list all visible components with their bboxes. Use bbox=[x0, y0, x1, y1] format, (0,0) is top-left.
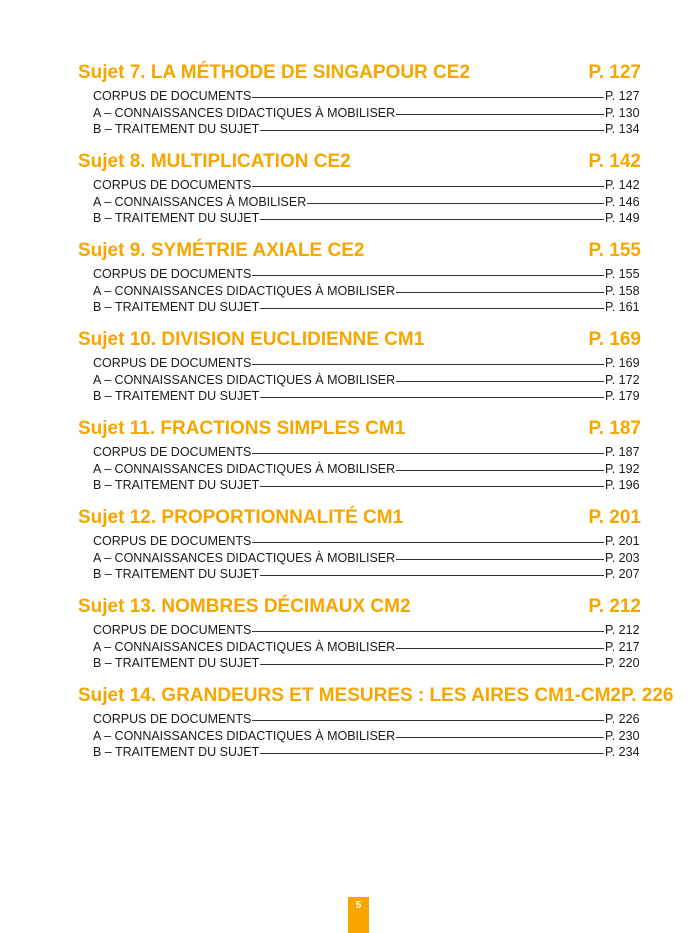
entry-label: CORPUS DE DOCUMENTS bbox=[93, 712, 252, 726]
entry-label: A – CONNAISSANCES DIDACTIQUES À MOBILISER bbox=[93, 283, 396, 298]
section-title: Sujet 13. NOMBRES DÉCIMAUX CM2 bbox=[78, 596, 411, 617]
leader-line bbox=[260, 130, 604, 131]
toc-entry[interactable] bbox=[93, 194, 641, 211]
entry-label: B – TRAITEMENT DU SUJET bbox=[93, 389, 260, 403]
toc-entry[interactable] bbox=[93, 210, 641, 227]
toc-entry[interactable] bbox=[93, 388, 641, 405]
entry-page-number: P. 134 bbox=[605, 122, 640, 136]
entry-label: CORPUS DE DOCUMENTS bbox=[93, 178, 252, 192]
toc-section bbox=[78, 236, 641, 325]
entry-label: A – CONNAISSANCES DIDACTIQUES À MOBILISER bbox=[93, 461, 396, 476]
leader-line bbox=[260, 219, 604, 220]
section-page-number: P. 201 bbox=[588, 507, 641, 528]
entry-page-number: P. 146 bbox=[605, 194, 640, 209]
leader-line bbox=[252, 542, 604, 543]
entry-page-number: P. 207 bbox=[605, 567, 640, 581]
entry-page-number: P. 179 bbox=[605, 389, 640, 403]
entry-label: CORPUS DE DOCUMENTS bbox=[93, 356, 252, 370]
toc-entry[interactable] bbox=[93, 655, 641, 672]
section-page-number: P. 212 bbox=[588, 596, 641, 617]
entry-page-number: P. 172 bbox=[605, 372, 640, 387]
entry-page-number: P. 203 bbox=[605, 550, 640, 565]
toc-entry[interactable] bbox=[93, 744, 641, 761]
section-heading[interactable] bbox=[78, 236, 641, 266]
entry-label: CORPUS DE DOCUMENTS bbox=[93, 89, 252, 103]
section-heading[interactable] bbox=[78, 681, 674, 711]
entry-label: A – CONNAISSANCES DIDACTIQUES À MOBILISER bbox=[93, 550, 396, 565]
entry-page-number: P. 220 bbox=[605, 656, 640, 670]
entry-page-number: P. 130 bbox=[605, 105, 640, 120]
entry-page-number: P. 234 bbox=[605, 745, 640, 759]
toc-section bbox=[78, 147, 641, 236]
leader-line bbox=[396, 737, 604, 738]
toc-entry[interactable] bbox=[93, 444, 641, 461]
leader-line bbox=[260, 664, 604, 665]
leader-line bbox=[252, 186, 604, 187]
section-title: Sujet 12. PROPORTIONNALITÉ CM1 bbox=[78, 507, 404, 528]
section-title: Sujet 9. SYMÉTRIE AXIALE CE2 bbox=[78, 240, 365, 261]
toc-section bbox=[78, 592, 641, 681]
toc-entry[interactable] bbox=[93, 355, 641, 372]
leader-line bbox=[252, 720, 604, 721]
entry-label: CORPUS DE DOCUMENTS bbox=[93, 267, 252, 281]
section-page-number: P. 226 bbox=[620, 685, 674, 706]
entry-label: CORPUS DE DOCUMENTS bbox=[93, 623, 252, 637]
entry-page-number: P. 230 bbox=[605, 728, 640, 743]
leader-line bbox=[260, 397, 604, 398]
toc-entry[interactable] bbox=[93, 299, 641, 316]
toc-entry[interactable] bbox=[93, 283, 641, 300]
section-page-number: P. 169 bbox=[588, 329, 641, 350]
entry-label: A – CONNAISSANCES À MOBILISER bbox=[93, 194, 307, 209]
toc-entry[interactable] bbox=[93, 533, 641, 550]
toc-section bbox=[78, 414, 641, 503]
entry-page-number: P. 127 bbox=[605, 89, 640, 103]
leader-line bbox=[396, 114, 604, 115]
leader-line bbox=[260, 753, 604, 754]
entry-label: B – TRAITEMENT DU SUJET bbox=[93, 300, 260, 314]
entry-page-number: P. 187 bbox=[605, 445, 640, 459]
entry-label: B – TRAITEMENT DU SUJET bbox=[93, 567, 260, 581]
entry-page-number: P. 201 bbox=[605, 534, 640, 548]
leader-line bbox=[260, 308, 604, 309]
entry-page-number: P. 226 bbox=[605, 712, 640, 726]
section-heading[interactable] bbox=[78, 147, 641, 177]
leader-line bbox=[396, 470, 604, 471]
entry-label: A – CONNAISSANCES DIDACTIQUES À MOBILISER bbox=[93, 728, 396, 743]
section-title: Sujet 8. MULTIPLICATION CE2 bbox=[78, 151, 351, 172]
toc-entry[interactable] bbox=[93, 121, 641, 138]
toc-entry[interactable] bbox=[93, 550, 641, 567]
leader-line bbox=[260, 575, 604, 576]
leader-line bbox=[252, 364, 604, 365]
leader-line bbox=[252, 97, 604, 98]
leader-line bbox=[396, 381, 604, 382]
page-number-tab bbox=[348, 897, 369, 933]
section-heading[interactable] bbox=[78, 414, 641, 444]
entry-page-number: P. 149 bbox=[605, 211, 640, 225]
entry-label: B – TRAITEMENT DU SUJET bbox=[93, 122, 260, 136]
toc-section bbox=[78, 503, 641, 592]
entry-page-number: P. 158 bbox=[605, 283, 640, 298]
entry-label: A – CONNAISSANCES DIDACTIQUES À MOBILISER bbox=[93, 639, 396, 654]
section-title: Sujet 7. LA MÉTHODE DE SINGAPOUR CE2 bbox=[78, 62, 471, 83]
entry-label: A – CONNAISSANCES DIDACTIQUES À MOBILISER bbox=[93, 105, 396, 120]
entry-label: B – TRAITEMENT DU SUJET bbox=[93, 745, 260, 759]
section-page-number: P. 155 bbox=[588, 240, 641, 261]
toc-entry[interactable] bbox=[93, 88, 641, 105]
entry-label: CORPUS DE DOCUMENTS bbox=[93, 445, 252, 459]
entry-page-number: P. 217 bbox=[605, 639, 640, 654]
entry-page-number: P. 142 bbox=[605, 178, 640, 192]
entry-label: CORPUS DE DOCUMENTS bbox=[93, 534, 252, 548]
section-heading[interactable] bbox=[78, 592, 641, 622]
toc-section bbox=[78, 58, 641, 147]
toc-entry[interactable] bbox=[93, 266, 641, 283]
entry-page-number: P. 161 bbox=[605, 300, 640, 314]
entry-page-number: P. 169 bbox=[605, 356, 640, 370]
entry-page-number: P. 196 bbox=[605, 478, 640, 492]
entry-page-number: P. 212 bbox=[605, 623, 640, 637]
toc-entry[interactable] bbox=[93, 566, 641, 583]
toc-entry[interactable] bbox=[93, 372, 641, 389]
leader-line bbox=[307, 203, 604, 204]
section-title: Sujet 10. DIVISION EUCLIDIENNE CM1 bbox=[78, 329, 425, 350]
leader-line bbox=[396, 648, 604, 649]
entry-label: B – TRAITEMENT DU SUJET bbox=[93, 211, 260, 225]
leader-line bbox=[396, 292, 604, 293]
entry-page-number: P. 192 bbox=[605, 461, 640, 476]
section-title: Sujet 14. GRANDEURS ET MESURES : LES AIRES CM1-CM2 bbox=[78, 685, 621, 706]
toc-entry[interactable] bbox=[93, 622, 641, 639]
toc-entry[interactable] bbox=[93, 177, 641, 194]
table-of-contents bbox=[78, 58, 674, 770]
entry-page-number: P. 155 bbox=[605, 267, 640, 281]
section-page-number: P. 142 bbox=[588, 151, 641, 172]
leader-line bbox=[252, 275, 604, 276]
leader-line bbox=[260, 486, 604, 487]
entry-label: A – CONNAISSANCES DIDACTIQUES À MOBILISER bbox=[93, 372, 396, 387]
toc-section bbox=[78, 325, 641, 414]
entry-label: B – TRAITEMENT DU SUJET bbox=[93, 478, 260, 492]
toc-entry[interactable] bbox=[93, 639, 641, 656]
section-heading[interactable] bbox=[78, 58, 641, 88]
section-title: Sujet 11. FRACTIONS SIMPLES CM1 bbox=[78, 418, 406, 439]
toc-entry[interactable] bbox=[93, 477, 641, 494]
toc-entry[interactable] bbox=[93, 105, 641, 122]
section-page-number: P. 187 bbox=[588, 418, 641, 439]
toc-section bbox=[78, 681, 674, 770]
leader-line bbox=[252, 631, 604, 632]
page-number: 5 bbox=[355, 900, 362, 911]
section-heading[interactable] bbox=[78, 503, 641, 533]
section-heading[interactable] bbox=[78, 325, 641, 355]
toc-entry[interactable] bbox=[93, 711, 641, 728]
toc-entry[interactable] bbox=[93, 728, 641, 745]
section-page-number: P. 127 bbox=[588, 62, 641, 83]
toc-entry[interactable] bbox=[93, 461, 641, 478]
leader-line bbox=[396, 559, 604, 560]
leader-line bbox=[252, 453, 604, 454]
entry-label: B – TRAITEMENT DU SUJET bbox=[93, 656, 260, 670]
